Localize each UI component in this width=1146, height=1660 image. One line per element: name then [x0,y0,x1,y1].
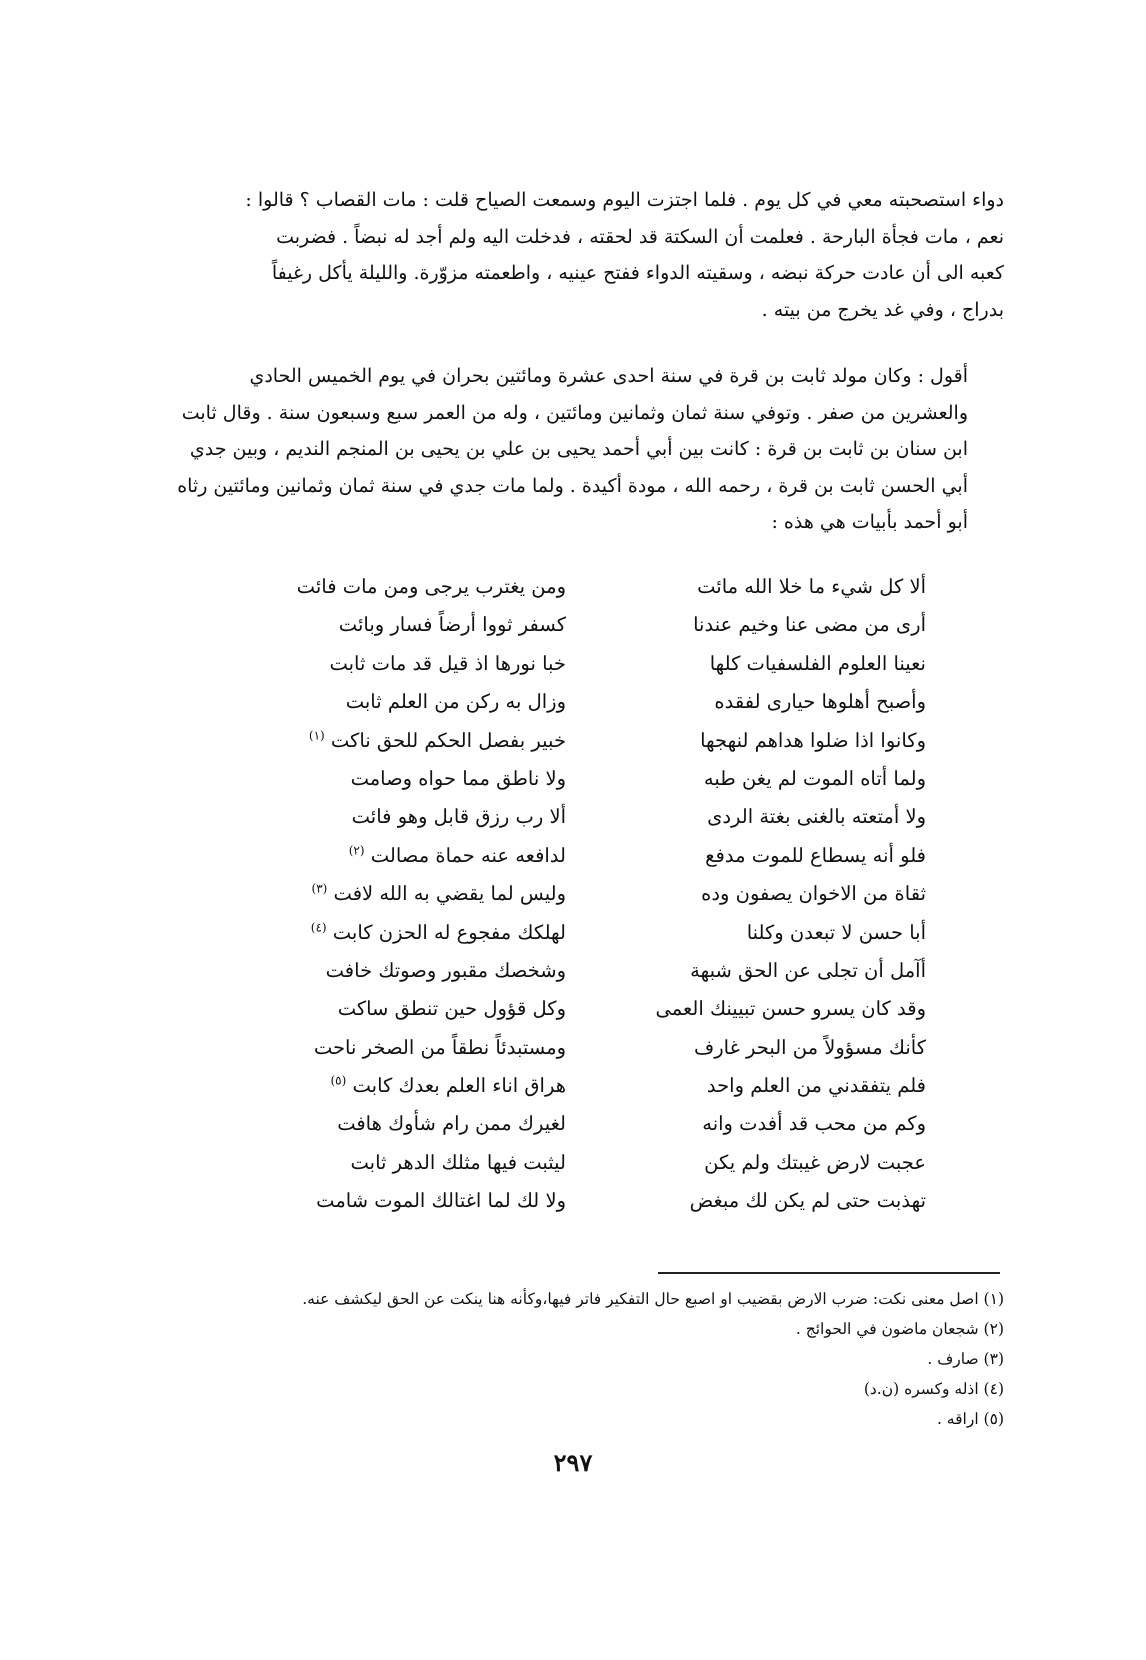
poem-verse [226,606,926,644]
footnote-separator [658,1272,1000,1274]
verse-second-hemistich [226,1144,566,1182]
verse-first-hemistich: ثقاة من الاخوان يصفون وده [701,882,926,906]
hemistich-text: وكل قؤول حين تنطق ساكت [337,997,566,1021]
text-line: أقول : وكان مولد ثابت بن قرة في سنة احدى عشرة ومائتين بحران في يوم الخميس الحادي [249,365,968,387]
verse-second-hemistich [226,683,566,721]
verse-first-hemistich: أبا حسن لا تبعدن وكلنا [746,920,926,944]
hemistich-text: ليثبت فيها مثلك الدهر ثابت [350,1150,566,1174]
text-line: والعشرين من صفر . وتوفي سنة ثمان وثمانين ومائتين ، وله من العمر سبع وسبعون سنة . وقال ثابت [181,401,968,424]
poem-verse [226,952,926,990]
verse-first-hemistich: تهذبت حتى لم يكن لك مبغض [689,1189,926,1213]
poem-verse [226,1182,926,1220]
text-line: أبو أحمد بأبيات هي هذه : [771,511,968,533]
hemistich-text: خبا نورها اذ قيل قد مات ثابت [329,651,566,675]
footnote: (٣) صارف . [927,1350,1004,1368]
hemistich-text: ألا رب رزق قابل وهو فائت [351,805,566,829]
verse-second-hemistich [226,760,566,798]
verse-second-hemistich [226,645,566,683]
verse-first-hemistich: وكم من محب قد أفدت وانه [702,1112,926,1136]
verse-first-hemistich: فلو أنه يسطاع للموت مدفع [705,843,926,867]
poem-verse [226,760,926,798]
poem-verse [226,1105,926,1143]
poem-verse [226,568,926,606]
poem-verse [226,914,926,952]
footnote: (١) اصل معنى نكت: ضرب الارض بقضيب او اصبع حال التفكير فاتر فيها،وكأنه هنا ينكت عن الحق ليكشف عنه. [302,1290,1004,1308]
text-line: أبي الحسن ثابت بن قرة ، رحمه الله ، مودة أكيدة . ولما مات جدي في سنة ثمان وثمانين ومائتين رثاه [177,474,968,497]
verse-first-hemistich: أرى من مضى عنا وخيم عندنا [693,613,926,637]
hemistich-text: لدافعه عنه حماة مصالت [370,843,566,867]
footnotes [160,1284,1004,1434]
paragraph-2 [168,358,1004,541]
page-number: ٢٩٧ [553,1448,593,1477]
poem-verse [226,722,926,760]
verse-second-hemistich [226,990,566,1028]
footnote: (٥) اراقه . [936,1410,1004,1428]
footnote: (٤) اذله وكسره (ن.د) [863,1380,1004,1398]
text-line: نعم ، مات فجأة البارحة . فعلمت أن السكتة قد لحقته ، فدخلت اليه ولم أجد له نبضاً . فضربت [276,225,1004,248]
hemistich-text: هراق اناء العلم بعدك كابت [352,1074,566,1098]
verse-second-hemistich [226,1182,566,1220]
footnote-reference: (٣) [311,881,328,896]
verse-first-hemistich: فلم يتفقدني من العلم واحد [706,1074,926,1098]
hemistich-text: كسفر ثووا أرضاً فسار وبائت [338,613,566,637]
footnote-reference: (٢) [348,843,365,858]
verse-first-hemistich: أآمل أن تجلى عن الحق شبهة [690,958,926,982]
hemistich-text: ومستبدئاً نطقاً من الصخر ناحت [313,1035,566,1059]
verse-second-hemistich [226,914,566,952]
hemistich-text: وزال به ركن من العلم ثابت [345,690,566,714]
footnote-reference: (٥) [330,1073,347,1088]
footnote-reference: (١) [308,728,325,743]
verse-second-hemistich [226,837,566,875]
hemistich-text: لهلكك مفجوع له الحزن كابت [332,920,566,944]
verse-first-hemistich: ألا كل شيء ما خلا الله مائت [697,575,926,598]
verse-second-hemistich [226,1067,566,1105]
hemistich-text: ولا لك لما اغتالك الموت شامت [316,1189,566,1213]
text-line: كعبه الى أن عادت حركة نبضه ، وسقيته الدواء ففتح عينيه ، واطعمته مزوّرة. والليلة يأكل رغيفاً [271,262,1004,284]
poem-verse [226,990,926,1028]
text-line: بدراج ، وفي غد يخرج من بيته . [761,298,1004,321]
poem-verse [226,875,926,913]
poem-verse [226,683,926,721]
verse-second-hemistich [226,1105,566,1143]
hemistich-text: خبير بفصل الحكم للحق ناكت [330,728,566,752]
poem-verse [226,1144,926,1182]
poem-verse [226,798,926,836]
verse-second-hemistich [226,952,566,990]
hemistich-text: ولا ناطق مما حواه وصامت [350,766,566,790]
footnote: (٢) شجعان ماضون في الحوائج . [795,1320,1004,1338]
verse-first-hemistich: وكانوا اذا ضلوا هداهم لنهجها [700,728,926,752]
poem-verse [226,1029,926,1067]
verse-second-hemistich [226,568,566,606]
verse-first-hemistich: ولا أمتعته بالغنى بغتة الردى [707,805,926,829]
verse-first-hemistich: وقد كان يسرو حسن تبيينك العمى [655,997,926,1021]
poem [226,568,926,1221]
verse-first-hemistich: وأصبح أهلوها حيارى لفقده [714,690,926,714]
text-line: ابن سنان بن ثابت بن قرة : كانت بين أبي أحمد يحيى بن علي بن يحيى بن المنجم النديم ، وبين جدي [189,438,968,460]
poem-verse [226,837,926,875]
footnote-reference: (٤) [310,920,327,935]
verse-second-hemistich [226,875,566,913]
verse-second-hemistich [226,606,566,644]
text-line: دواء استصحبته معي في كل يوم . فلما اجتزت اليوم وسمعت الصياح قلت : مات القصاب ؟ قالوا : [245,189,1004,211]
hemistich-text: وشخصك مقبور وصوتك خافت [325,958,566,982]
paragraph-1 [168,182,1004,328]
hemistich-text: لغيرك ممن رام شأوك هافت [337,1112,566,1136]
verse-first-hemistich: ولما أتاه الموت لم يغن طبه [703,766,926,790]
poem-verse [226,645,926,683]
poem-verse [226,1067,926,1105]
hemistich-text: ومن يغترب يرجى ومن مات فائت [296,575,566,598]
hemistich-text: وليس لما يقضي به الله لافت [333,882,566,906]
verse-first-hemistich: عجبت لارض غيبتك ولم يكن [704,1150,926,1174]
verse-second-hemistich [226,798,566,836]
verse-second-hemistich [226,1029,566,1067]
verse-first-hemistich: كأنك مسؤولاً من البحر غارف [694,1035,926,1059]
verse-first-hemistich: نعينا العلوم الفلسفيات كلها [709,651,926,675]
verse-second-hemistich [226,722,566,760]
